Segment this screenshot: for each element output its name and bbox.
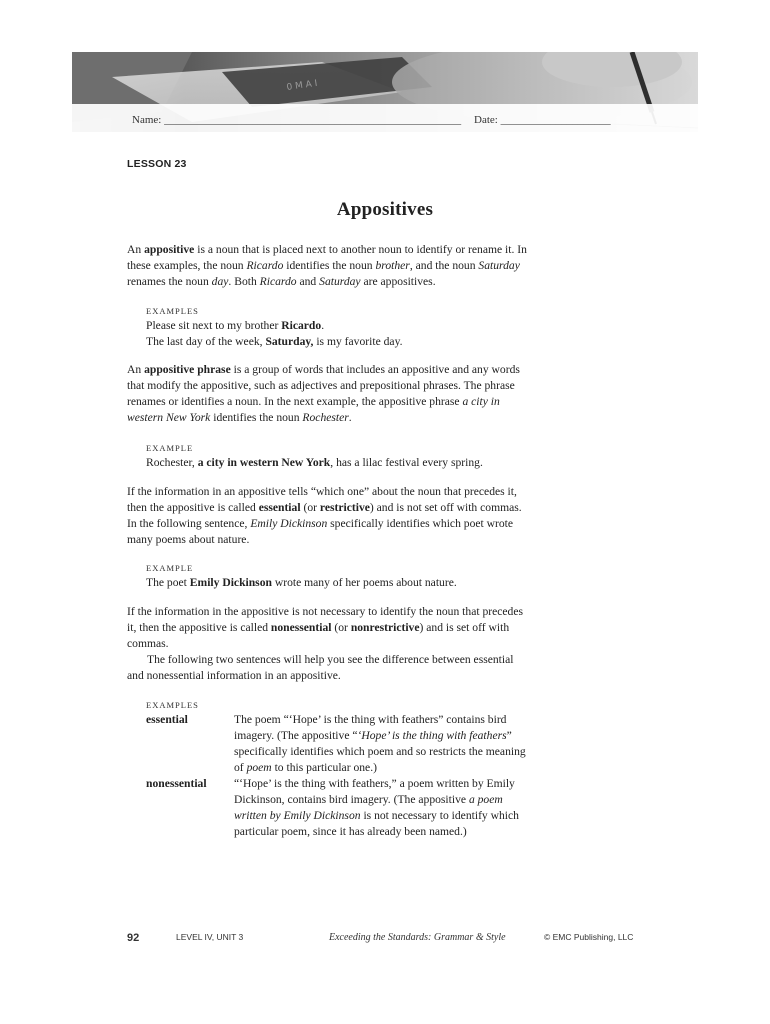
nonessential-example: “‘Hope’ is the thing with feathers,” a poem written by Emily Dickinson, contains bird imagery. (The appositive a poem written by Emily Dickinson is not necessary to identify which particular poem, since it has already been named.) — [234, 777, 519, 838]
page-number: 92 — [127, 932, 140, 944]
intro-paragraph: An appositive is a noun that is placed next to another noun to identify or rename it. In these examples, the noun Ricardo identifies the noun brother, and the noun Saturday renames the noun day. Both Ricardo and Saturday are appositives. — [127, 243, 527, 288]
example-sentence: The last day of the week, Saturday, is my favorite day. — [146, 335, 403, 348]
term-essential: essential — [146, 713, 188, 726]
essential-example: The poem “‘Hope’ is the thing with feathers” contains bird imagery. (The appositive “‘Hope’ is the thing with feathers” specifically identifies which poem and so restricts the meaning of poem to this particular one.) — [234, 713, 526, 774]
page-title: Appositives — [336, 199, 434, 220]
example-sentence: Please sit next to my brother Ricardo. — [146, 319, 325, 332]
comparison-intro-paragraph: The following two sentences will help you see the difference between essential and nonessential information in an appositive. — [127, 653, 514, 682]
date-field[interactable]: Date: ____________________ — [474, 114, 611, 126]
header-banner-image — [72, 52, 698, 132]
nonessential-paragraph: If the information in the appositive is not necessary to identify the noun that precedes it, then the appositive is called nonessential (or nonrestrictive) and is set off with commas. — [127, 605, 524, 650]
footer-publisher: © EMC Publishing, LLC — [544, 932, 634, 942]
lesson-number: LESSON 23 — [127, 158, 187, 170]
essential-paragraph: If the information in an appositive tells “which one” about the noun that precedes it, then the appositive is called essential (or restrictive) and is not set off with commas. In the following sentence, Emily Dickinson specifically identifies which poet wrote many poems about nature. — [127, 485, 522, 546]
example-label: EXAMPLE — [146, 443, 194, 453]
term-nonessential: nonessential — [146, 777, 207, 790]
example-label: EXAMPLE — [146, 563, 194, 573]
examples-label: EXAMPLES — [146, 306, 199, 316]
footer-level: LEVEL IV, UNIT 3 — [176, 932, 244, 942]
footer-book-title: Exceeding the Standards: Grammar & Style — [329, 932, 506, 943]
examples-label: EXAMPLES — [146, 700, 199, 710]
example-sentence: Rochester, a city in western New York, has a lilac festival every spring. — [146, 456, 483, 469]
example-sentence: The poet Emily Dickinson wrote many of her poems about nature. — [146, 576, 457, 589]
svg-text:0 M A I: 0 M A I — [286, 78, 319, 93]
appositive-phrase-paragraph: An appositive phrase is a group of words that includes an appositive and any words that modify the appositive, such as adjectives and prepositional phrases. The phrase renames or identifies a noun. In the next example, the appositive phrase a city in western New York identifies the noun Rochester. — [127, 363, 520, 424]
name-field[interactable]: Name: ______________________________________________________ — [132, 114, 462, 126]
